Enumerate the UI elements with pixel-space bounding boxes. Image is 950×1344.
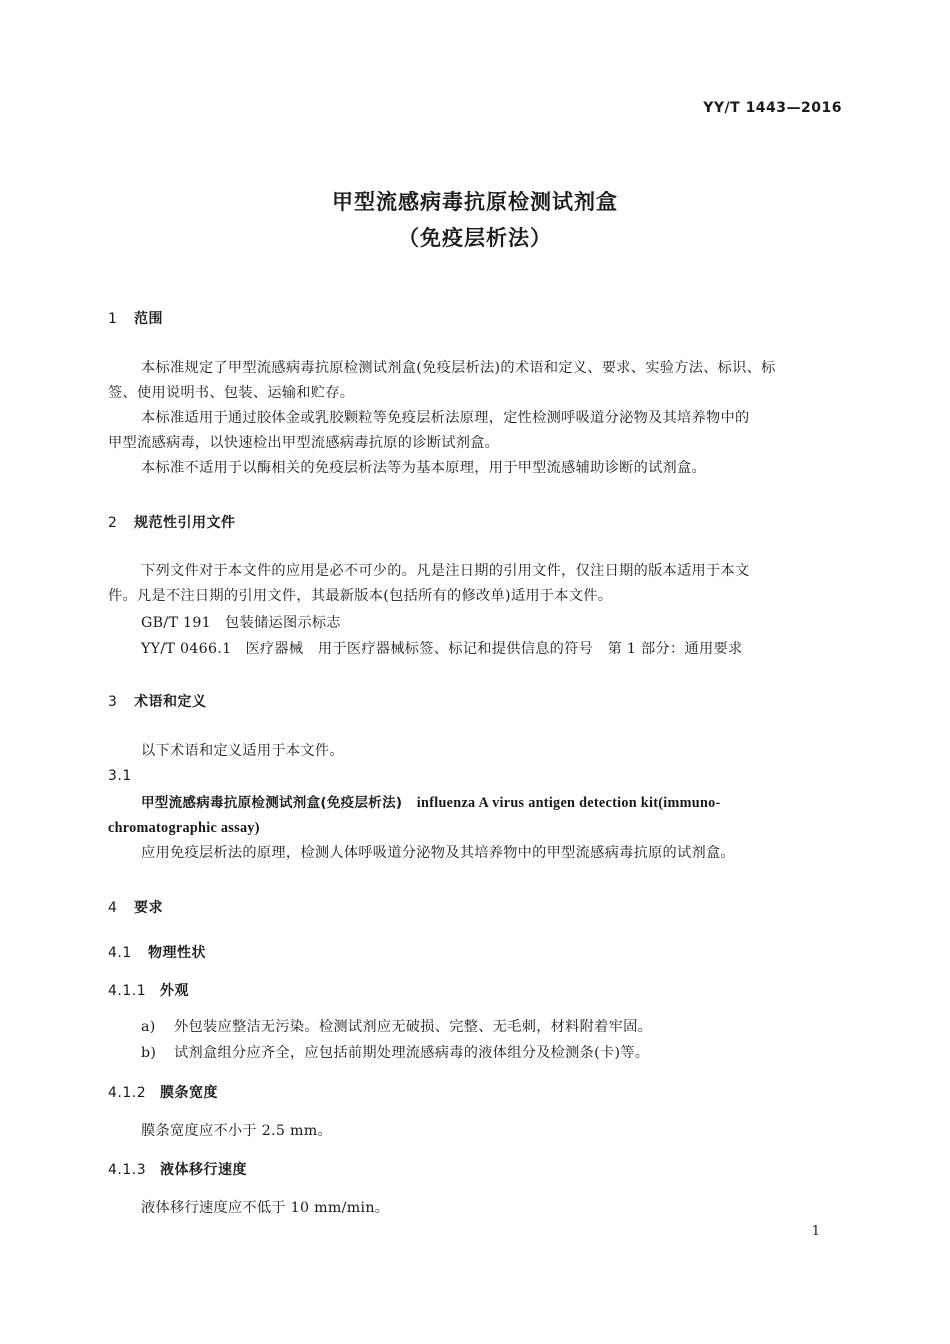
list-item xyxy=(141,1042,649,1062)
section-1-heading xyxy=(108,308,163,328)
section-number: 4.1.2 xyxy=(108,1085,147,1101)
section-2-heading xyxy=(108,512,236,532)
document-title: 甲型流感病毒抗原检测试剂盒 xyxy=(332,190,618,214)
paragraph xyxy=(108,356,843,481)
text-line: 本标准规定了甲型流感病毒抗原检测试剂盒(免疫层析法)的术语和定义、要求、实验方法、标识、标 xyxy=(141,360,776,376)
paragraph: 液体移行速度应不低于 10 mm/min。 xyxy=(141,1200,390,1216)
list-text: 外包装应整洁无污染。检测试剂应无破损、完整、无毛刺，材料附着牢固。 xyxy=(174,1019,653,1035)
paragraph: 以下术语和定义适用于本文件。 xyxy=(141,743,344,759)
term-number: 3.1 xyxy=(108,768,132,784)
section-title: 外观 xyxy=(160,983,189,999)
standard-number: YY/T 1443—2016 xyxy=(703,100,842,116)
subsection-4-1-3-heading xyxy=(108,1159,247,1179)
section-title: 要求 xyxy=(134,900,163,916)
text-line: 甲型流感病毒，以快速检出甲型流感病毒抗原的诊断试剂盒。 xyxy=(108,435,500,451)
reference-code: GB/T 191 xyxy=(141,615,211,631)
term-english: influenza A virus antigen detection kit(immuno- xyxy=(416,795,721,811)
subsection-4-1-1-heading xyxy=(108,980,189,1000)
section-3-heading xyxy=(108,691,207,711)
section-title: 范围 xyxy=(134,311,163,327)
text-line: 本标准不适用于以酶相关的免疫层析法等为基本原理，用于甲型流感辅助诊断的试剂盒。 xyxy=(141,460,707,476)
reference-entry xyxy=(141,612,341,632)
list-marker: b) xyxy=(141,1045,157,1061)
paragraph: 膜条宽度应不小于 2.5 mm。 xyxy=(141,1123,332,1139)
list-text: 试剂盒组分应齐全，应包括前期处理流感病毒的液体组分及检测条(卡)等。 xyxy=(174,1045,650,1061)
document-subtitle: （免疫层析法） xyxy=(398,226,552,250)
text-line: 签、使用说明书、包装、运输和贮存。 xyxy=(108,385,355,401)
term-definition: 应用免疫层析法的原理，检测人体呼吸道分泌物及其培养物中的甲型流感病毒抗原的试剂盒。 xyxy=(141,845,735,861)
reference-code: YY/T 0466.1 xyxy=(141,641,232,657)
term-chinese: 甲型流感病毒抗原检测试剂盒(免疫层析法) xyxy=(141,795,403,811)
section-number: 4.1.3 xyxy=(108,1162,147,1178)
section-number: 4 xyxy=(108,900,118,916)
paragraph xyxy=(108,559,843,609)
text-line: 本标准适用于通过胶体金或乳胶颗粒等免疫层析法原理，定性检测呼吸道分泌物及其培养物中的 xyxy=(141,410,750,426)
section-title: 术语和定义 xyxy=(134,694,207,710)
section-number: 3 xyxy=(108,694,118,710)
section-title: 规范性引用文件 xyxy=(134,515,236,531)
text-line: 件。凡是不注日期的引用文件，其最新版本(包括所有的修改单)适用于本文件。 xyxy=(108,588,613,604)
text-line: 下列文件对于本文件的应用是必不可少的。凡是注日期的引用文件，仅注日期的版本适用于本文 xyxy=(141,563,750,579)
reference-title: 医疗器械 用于医疗器械标签、标记和提供信息的符号 第 1 部分：通用要求 xyxy=(245,641,743,657)
subsection-4-1-heading xyxy=(108,942,206,962)
section-title: 膜条宽度 xyxy=(160,1085,218,1101)
term-entry xyxy=(108,791,843,866)
page-number: 1 xyxy=(811,1224,820,1239)
section-number: 1 xyxy=(108,311,118,327)
section-4-heading xyxy=(108,897,163,917)
reference-entry xyxy=(141,638,742,658)
reference-title: 包装储运图示标志 xyxy=(225,615,341,631)
section-number: 2 xyxy=(108,515,118,531)
section-title: 液体移行速度 xyxy=(160,1162,247,1178)
section-number: 4.1.1 xyxy=(108,983,147,999)
list-item xyxy=(141,1016,652,1036)
section-title: 物理性状 xyxy=(148,945,206,961)
subsection-4-1-2-heading xyxy=(108,1082,218,1102)
list-marker: a) xyxy=(141,1019,156,1035)
section-number: 4.1 xyxy=(108,945,132,961)
term-english: chromatographic assay) xyxy=(108,820,260,836)
